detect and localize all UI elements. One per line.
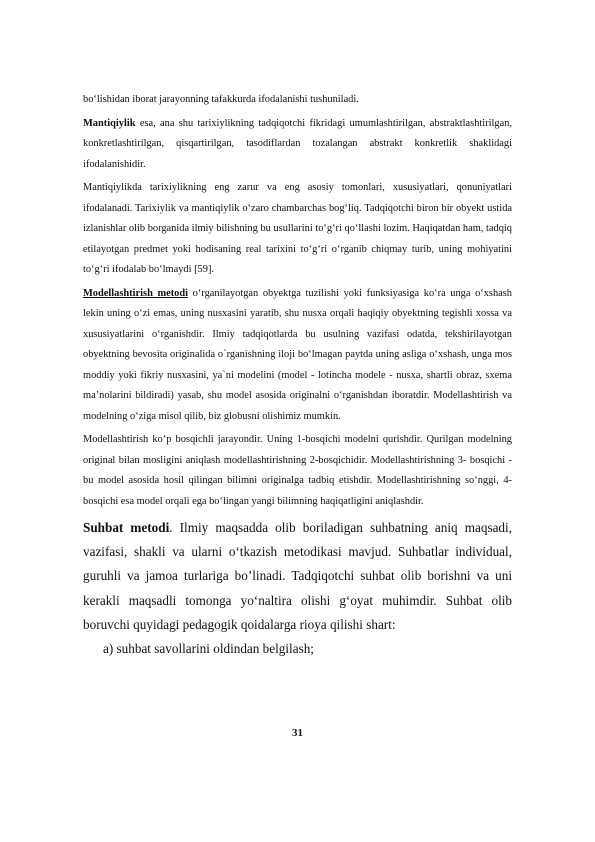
paragraph-text: o‘rganilayotgan obyektga tuzilishi yoki funksiyasiga ko‘ra unga o‘xshash lekin uning o‘zi emas, uning nusxasini yaratib, shu nusxa orqali haqiqiy obyektning tegishli xossa va xususiyatlarini o‘rganishdir. Ilmiy tadqiqotlarda bu usulning vazifasi odatda, tekshirilayotgan obyektning bevosita originalida o`rganishning iloji bo‘lmagan paytda uning asliga o‘xshash, unga mos moddiy yoki fikriy nusxasini, ya`ni modelini (model - lotincha modele - nusxa, shartli obraz, sxema ma’nolarini bildiradi) yasab, shu model asosida originalni o‘rganishdan iboratdir. Modellashtirish va modelning o‘ziga misol qilib, biz globusni olishimiz mumkin. xyxy=(83,287,513,422)
paragraph-text: Mantiqiylikda tarixiylikning eng zarur va eng asosiy tomonlari, xususiyatlari, qonuniyatlari ifodalanadi. Tarixiylik va mantiqiylik o‘zaro chambarchas bog‘liq. Tadqiqotchi biron bir obyekt ustida izlanishlar olib borganida ilmiy bilishning bu usullarini to‘g‘ri qo‘llashi lozim. Haqiqatdan ham, tadqiq etilayotgan predmet yoki hodisaning real tarixini to‘g‘ri o‘rganib chiqmay turib, uning mohiyatini to‘g‘ri ifodalab bo‘lmaydi [59]. xyxy=(83,182,512,275)
page-number: 31 xyxy=(292,727,303,739)
paragraph-text: . Ilmiy maqsadda olib boriladigan suhbatning aniq maqsadi, vazifasi, shakli va ularni o‘tkazish metodikasi mavjud. Suhbatlar individual, guruhli va jamoa turlariga bo’linadi. Tadqiqotchi suhbat olib borishni va uni kerakli maqsadli tomonga yo‘naltira olishi g‘oyat muhimdir. Suhbat olib boruvchi quyidagi pedagogik qoidalarga rioya qilishi shart: xyxy=(83,520,512,632)
list-item xyxy=(83,637,512,661)
paragraph-text: bo‘lishidan iborat jarayonning tafakkurda ifodalanishi tushuniladi. xyxy=(83,94,359,105)
paragraph-modellashtirish xyxy=(83,284,512,428)
paragraph-suhbat-metodi xyxy=(83,516,512,637)
paragraph-historical-logical xyxy=(83,178,512,281)
paragraph-text: Modellashtirish ko‘p bosqichli jarayondir. Uning 1-bosqichi modelni qurishdir. Qurilgan modelning original bilan mosligini aniqlash modellashtirishning 2-bosqichidir. Modellashtirishning 3- bosqichi - bu model asosida hosil qilingan bilimni originalga tadbiq etishdir. Modellashtirishning so‘nggi, 4-bosqichi esa model orqali ega bo‘lingan yangi bilimning haqiqatligini aniqlashdir. xyxy=(83,434,512,507)
list-item-text: a) suhbat savollarini oldindan belgilash; xyxy=(103,641,314,657)
paragraph-continuation xyxy=(83,90,512,111)
page-content xyxy=(83,90,512,661)
term-mantiqiylik: Mantiqiylik xyxy=(83,117,136,129)
paragraph-modelling-stages xyxy=(83,430,512,512)
paragraph-mantiqiylik xyxy=(83,114,512,176)
term-suhbat-metodi: Suhbat metodi xyxy=(83,520,170,535)
paragraph-text: esa, ana shu tarixiylikning tadqiqotchi fikridagi umumlashtirilgan, abstraktlashtirilgan, konkretlashtirilgan, qisqartirilgan, tasodiflardan tozalangan abstrakt konkretlik shaklidagi ifodalanishidir. xyxy=(83,117,512,170)
term-modellashtirish-metodi: Modellashtirish metodi xyxy=(83,287,189,299)
